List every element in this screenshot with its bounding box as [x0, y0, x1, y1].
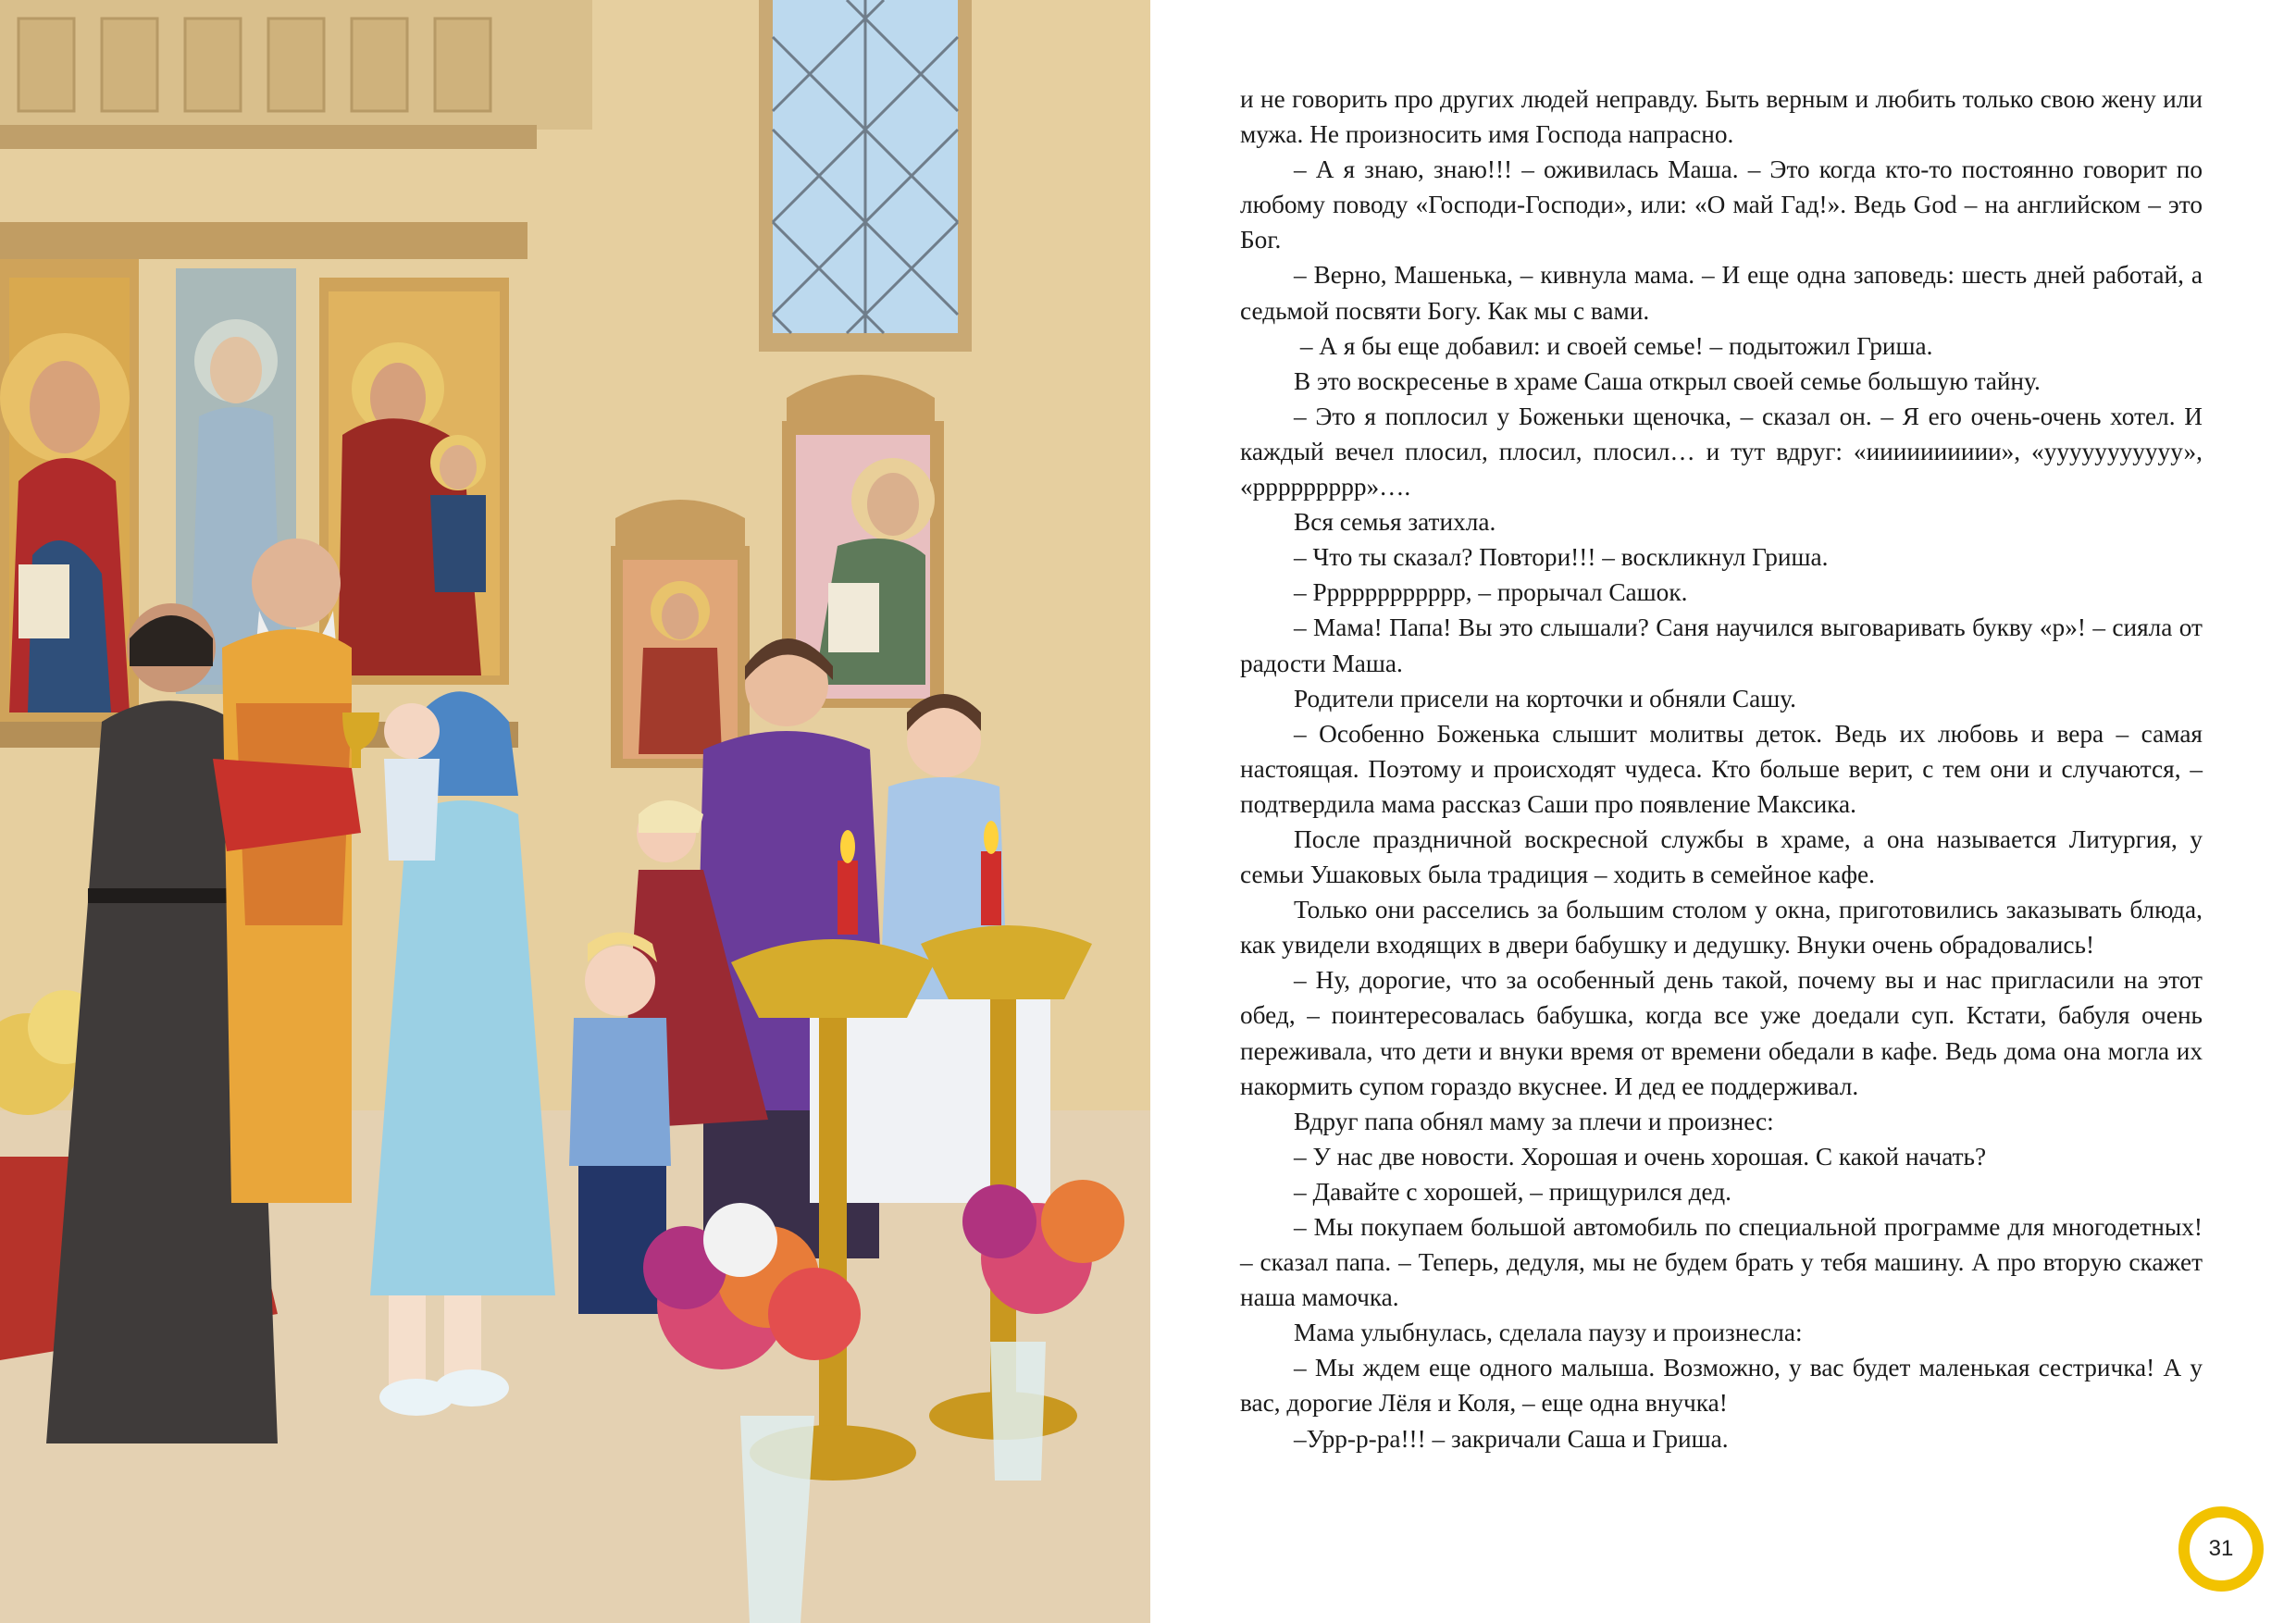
paragraph: – Что ты сказал? Повтори!!! – воскликнул Гриша.: [1294, 543, 1829, 572]
paragraph: – Особенно Боженька слышит молитвы деток. Ведь их любовь и вера – самая настоящая. Поэтому и происходят чудеса. Кто больше верит, с тем они и случаются, – подтвердила мама рассказ Саши про появление Максика.: [1240, 719, 2209, 818]
paragraph: Мама улыбнулась, сделала паузу и произнесла:: [1294, 1319, 1803, 1347]
paragraph: Вся семья затихла.: [1294, 508, 1496, 537]
paragraph: – Мы ждем еще одного малыша. Возможно, у вас будет маленькая сестричка! А у вас, дорогие Лёля и Коля, – еще одна внучка!: [1240, 1354, 2209, 1418]
paragraph: – А я знаю, знаю!!! – оживилась Маша. – Это когда кто-то постоянно говорит по любому поводу «Господи-Господи», или: «О май Гад!». Ведь God – на английском – это Бог.: [1240, 155, 2209, 254]
paragraph: – Давайте с хорошей, – прищурился дед.: [1294, 1177, 1731, 1206]
paragraph: и не говорить про других людей неправду. Быть верным и любить только свою жену или мужа. Не произносить имя Господа напрасно.: [1240, 85, 2209, 149]
page-number: 31: [2208, 1536, 2234, 1561]
paragraph: – Ну, дорогие, что за особенный день такой, почему вы и нас пригласили на этот обед, – поинтересовалась бабушка, когда все уже доедали суп. Кстати, бабуля очень переживала, что дети и внуки время от времени обедали в кафе. Ведь дома она могла их накормить супом гораздо вкуснее. И дед ее поддерживал.: [1240, 966, 2209, 1100]
paragraph: – Мы покупаем большой автомобиль по специальной программе для многодетных! – сказал папа. – Теперь, дедуля, мы не будем брать у тебя машину. А про вторую скажет наша мамочка.: [1240, 1213, 2209, 1312]
paragraph: Вдруг папа обнял маму за плечи и произнес:: [1294, 1107, 1774, 1135]
paragraph: После праздничной воскресной службы в храме, а она называется Литургия, у семьи Ушаковых была традиция – ходить в семейное кафе.: [1240, 824, 2209, 889]
paragraph: – Мама! Папа! Вы это слышали? Саня научился выговаривать букву «р»! – сияла от радости Маша.: [1240, 613, 2209, 677]
paragraph: – Это я поплосил у Боженьки щеночка, – сказал он. – Я его очень-очень хотел. И каждый вечел плосил, плосил, плосил… и тут вдруг: «ииииииииии», «ууууууууууу», «ррррррррр»….: [1240, 402, 2209, 502]
paragraph: – Рррррррррррр, – прорычал Сашок.: [1294, 578, 1688, 607]
paragraph: – А я бы еще добавил: и своей семье! – подытожил Гриша.: [1294, 331, 1933, 360]
paragraph: В это воскресенье в храме Саша открыл своей семье большую тайну.: [1294, 366, 2041, 395]
page-number-badge: [2178, 1506, 2264, 1592]
paragraph: –Урр-р-ра!!! – закричали Саша и Гриша.: [1294, 1424, 1729, 1453]
paragraph: – Верно, Машенька, – кивнула мама. – И еще одна заповедь: шесть дней работай, а седьмой посвяти Богу. Как мы с вами.: [1240, 261, 2209, 325]
paragraph: – У нас две новости. Хорошая и очень хорошая. С какой начать?: [1294, 1142, 1987, 1171]
paragraph: Только они расселись за большим столом у окна, приготовились заказывать блюда, как увидели входящих в двери бабушку и дедушку. Внуки очень обрадовались!: [1240, 896, 2209, 960]
story-text: [1240, 81, 2209, 1456]
paragraph: Родители присели на корточки и обняли Сашу.: [1294, 684, 1797, 712]
